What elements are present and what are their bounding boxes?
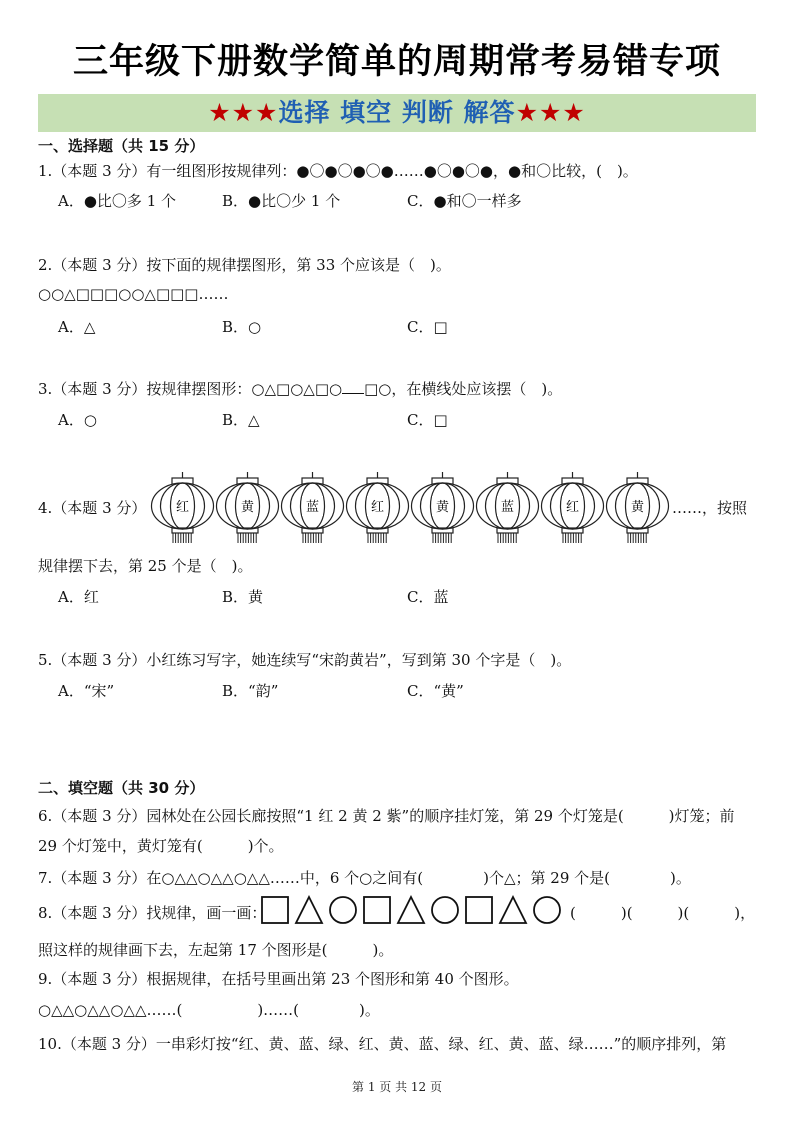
q7-text: 7.（本题 3 分）在○△△○△△○△△……中，6 个○之间有( )个△；第 29 个是( )。 [38, 869, 691, 887]
q5-text: 5.（本题 3 分）小红练习写字，她连续写“宋韵黄岩”，写到第 30 个字是（ )。 [38, 651, 572, 669]
circle-icon [328, 895, 358, 925]
banner-text: 选择 填空 判断 解答 [278, 98, 516, 127]
q2-text: 2.（本题 3 分）按下面的规律摆图形，第 33 个应该是（ )。 [38, 256, 451, 274]
q4-suffix: ……，按照 [672, 499, 748, 517]
lantern-icon [475, 472, 540, 544]
q3-blank [342, 381, 364, 394]
circle-icon [430, 895, 460, 925]
lantern-icon [605, 472, 670, 544]
q2-option-c: C．□ [407, 318, 448, 336]
q4-option-a: A．红 [58, 588, 99, 606]
lantern-icon [345, 472, 410, 544]
lantern-label: 蓝 [500, 500, 515, 515]
square-icon [464, 895, 494, 925]
q6-line2: 29 个灯笼中，黄灯笼有( )个。 [38, 837, 284, 855]
lantern-label: 黄 [240, 500, 255, 515]
q3-option-a: A．○ [58, 411, 97, 429]
q3-option-b: B．△ [222, 411, 260, 429]
q5-option-a: A．“宋” [58, 682, 115, 700]
square-icon [362, 895, 392, 925]
q1-option-a: A．●比〇多 1 个 [58, 192, 177, 210]
page-title: 三年级下册数学简单的周期常考易错专项 [72, 42, 721, 82]
circle-icon [532, 895, 562, 925]
q6-line1: 6.（本题 3 分）园林处在公园长廊按照“1 红 2 黄 2 紫”的顺序挂灯笼，第 29 个灯笼是( )灯笼；前 [38, 807, 735, 825]
q8-blanks: ( )( )( )， [570, 904, 756, 922]
square-icon [260, 895, 290, 925]
q5-option-c: C．“黄” [407, 682, 464, 700]
triangle-icon [498, 895, 528, 925]
q2-option-b: B．○ [222, 318, 262, 336]
lantern-row [150, 472, 670, 544]
q3-text [38, 378, 562, 399]
lantern-icon [540, 472, 605, 544]
q3-text-before: 3.（本题 3 分）按规律摆图形：○△□○△□○ [38, 380, 343, 398]
q4-option-b: B．黄 [222, 588, 264, 606]
lantern-label: 红 [370, 500, 385, 515]
lantern-label: 黄 [630, 500, 645, 515]
q8-prefix: 8.（本题 3 分）找规律，画一画： [38, 904, 267, 922]
q8-line2: 照这样的规律画下去，左起第 17 个图形是( )。 [38, 941, 394, 959]
q9-line2: ○△△○△△○△△……( )……( )。 [38, 1001, 380, 1019]
q4-prefix: 4.（本题 3 分） [38, 499, 147, 517]
q4-line2: 规律摆下去，第 25 个是（ )。 [38, 557, 253, 575]
lantern-icon [215, 472, 280, 544]
banner [38, 94, 756, 132]
lantern-label: 黄 [435, 500, 450, 515]
q8-shape-row [260, 895, 562, 925]
q9-line1: 9.（本题 3 分）根据规律，在括号里画出第 23 个图形和第 40 个图形。 [38, 970, 519, 988]
q1-option-c: C．●和〇一样多 [407, 192, 522, 210]
q1-option-b: B．●比〇少 1 个 [222, 192, 341, 210]
q2-sequence: ○○△□□□○○△□□□…… [38, 285, 229, 303]
q3-text-after: □○，在横线处应该摆（ )。 [364, 380, 563, 398]
stars-left: ★★★ [208, 98, 279, 127]
lantern-icon [280, 472, 345, 544]
section-fill-heading: 二、填空题（共 30 分） [38, 779, 205, 797]
q4-option-c: C．蓝 [407, 588, 449, 606]
lantern-icon [150, 472, 215, 544]
lantern-label: 红 [175, 500, 190, 515]
lantern-label: 蓝 [305, 500, 320, 515]
q1-text: 1.（本题 3 分）有一组图形按规律列：●〇●〇●〇●……●〇●〇●，●和〇比较，( )。 [38, 162, 638, 180]
stars-right: ★★★ [515, 98, 586, 127]
lantern-label: 红 [565, 500, 580, 515]
q2-option-a: A．△ [58, 318, 96, 336]
q10-text: 10.（本题 3 分）一串彩灯按“红、黄、蓝、绿、红、黄、蓝、绿、红、黄、蓝、绿……”的顺序排列，第 [38, 1035, 727, 1053]
triangle-icon [294, 895, 324, 925]
q5-option-b: B．“韵” [222, 682, 279, 700]
section-choice-heading: 一、选择题（共 15 分） [38, 137, 205, 155]
lantern-icon [410, 472, 475, 544]
page-footer: 第 1 页 共 12 页 [352, 1080, 442, 1094]
triangle-icon [396, 895, 426, 925]
q3-option-c: C．□ [407, 411, 448, 429]
